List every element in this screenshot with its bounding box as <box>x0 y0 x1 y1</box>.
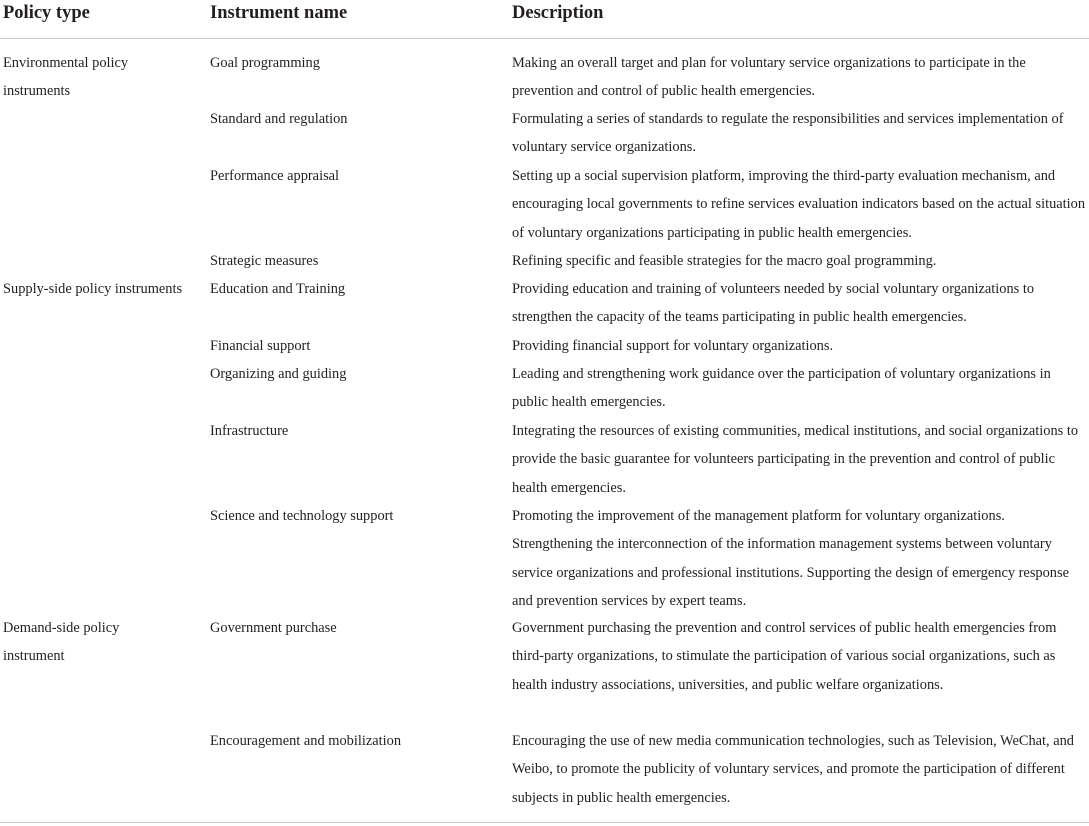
description-cell: Integrating the resources of existing communities, medical institutions, and social organizations to provide the basic guarantee for volunteers participating in the prevention and control of public health emergencies. <box>512 423 1079 496</box>
description-cell: Encouraging the use of new media communication technologies, such as Television, WeChat, and Weibo, to promote the publicity of voluntary services, and promote the participation of different subjects in public health emergencies. <box>512 733 1074 806</box>
description-cell: Leading and strengthening work guidance over the participation of voluntary organizations in public health emergencies. <box>512 366 1051 411</box>
instrument-name-cell: Standard and regulation <box>210 111 348 127</box>
table-header <box>0 0 1089 39</box>
description-cell: Providing financial support for voluntary organizations. <box>512 338 834 354</box>
instrument-name-cell: Infrastructure <box>210 423 289 439</box>
instrument-name-cell: Performance appraisal <box>210 168 340 184</box>
instrument-name-cell: Financial support <box>210 338 311 354</box>
description-cell: Providing education and training of volunteers needed by social voluntary organizations to strengthen the capacity of the teams participating in public health emergencies. <box>512 281 1035 326</box>
description-cell: Refining specific and feasible strategies for the macro goal programming. <box>512 253 937 269</box>
policy-type-cell: Supply-side policy instruments <box>3 281 183 297</box>
instrument-name-cell: Goal programming <box>210 55 320 71</box>
description-cell: Setting up a social supervision platform, improving the third-party evaluation mechanism, and encouraging local governments to refine services evaluation indicators based on the actual situation of voluntary organizations participating in public health emergencies. <box>512 168 1086 241</box>
instrument-name-cell: Encouragement and mobilization <box>210 733 402 749</box>
description-cell: Government purchasing the prevention and control services of public health emergencies from third-party organizations, to stimulate the participation of various social organizations, such as health industry associations, universities, and public welfare organizations. <box>512 620 1057 693</box>
header-instrument-name: Instrument name <box>210 3 348 23</box>
instrument-name-cell: Science and technology support <box>210 508 394 524</box>
description-cell: Formulating a series of standards to regulate the responsibilities and services implementation of voluntary service organizations. <box>512 111 1064 156</box>
description-cell: Making an overall target and plan for voluntary service organizations to participate in the prevention and control of public health emergencies. <box>512 55 1026 100</box>
instrument-name-cell: Education and Training <box>210 281 346 297</box>
table-bottom-rule <box>0 822 1089 823</box>
instrument-name-cell: Strategic measures <box>210 253 319 269</box>
header-description: Description <box>512 3 604 23</box>
description-cell: Promoting the improvement of the management platform for voluntary organizations. Strengthening the interconnection of the information management systems between voluntary service organizations and professional institutions. Supporting the design of emergency response and prevention services by expert teams. <box>512 508 1069 610</box>
header-policy-type: Policy type <box>3 3 90 23</box>
instrument-name-cell: Government purchase <box>210 620 337 636</box>
policy-type-cell: Demand-side policy instrument <box>3 620 120 665</box>
instrument-name-cell: Organizing and guiding <box>210 366 347 382</box>
policy-type-cell: Environmental policy instruments <box>3 55 129 100</box>
